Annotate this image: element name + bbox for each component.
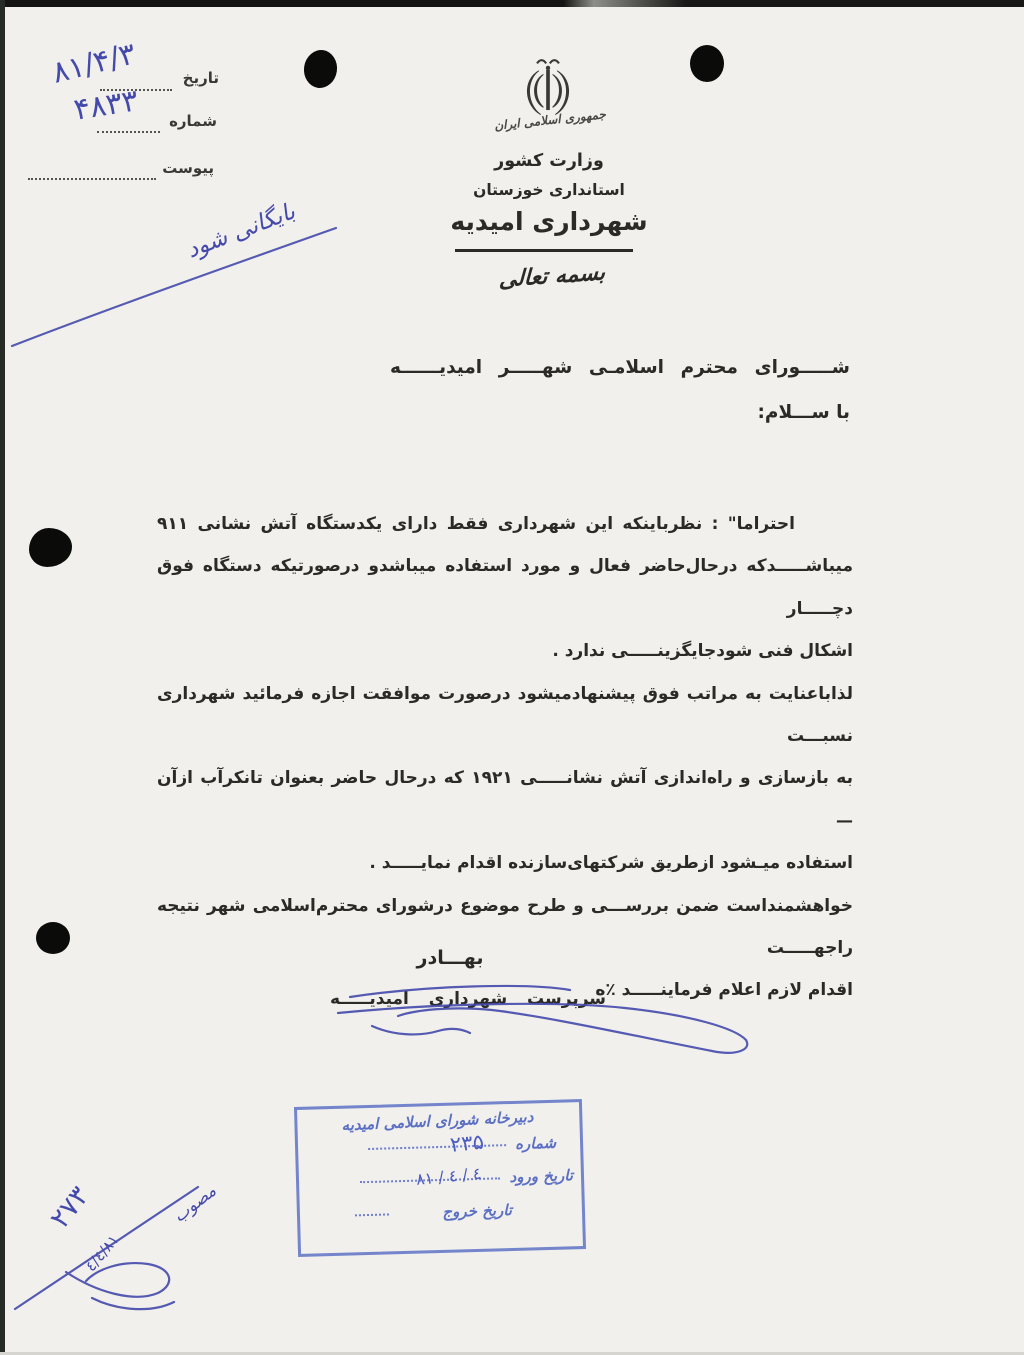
stamp-number-label: شماره	[514, 1133, 557, 1153]
recipient-line: شـــــورای محترم اسلامـی شهـــــر امیدیــــــه	[390, 357, 850, 378]
attachment-dotted-line	[28, 177, 156, 180]
council-secretariat-stamp	[294, 1099, 586, 1257]
stamp-title: دبیرخانه شورای اسلامی امیدیه	[341, 1107, 534, 1135]
municipality-underline	[455, 249, 633, 252]
municipality-name: شهرداری امیدیه	[450, 207, 648, 236]
attachment-field-label: پیوست	[162, 159, 214, 177]
number-field-label: شماره	[169, 112, 217, 130]
punch-hole	[690, 45, 724, 82]
approval-handwritten-note: مصوب	[169, 1181, 221, 1227]
body-line: استفاده میـشود ازطریق شرکتهای‌سازنده اقدام نمایـــــد .	[369, 853, 853, 874]
body-line: اقدام لازم اعلام فرماینـــــد ٪ه	[595, 980, 853, 1001]
routing-number-handwritten: ۲۷۳	[44, 1180, 96, 1235]
emblem-caption: جمهوری اسلامی ایران	[493, 107, 607, 133]
body-line: اشکال فنی شودجایگزینـــــی ندارد .	[552, 641, 853, 662]
signatory-title: سرپرست شهرداری امیدیـــــه	[330, 989, 606, 1009]
scan-edge-left	[0, 0, 5, 1355]
punch-hole	[302, 48, 340, 90]
governorate-name: استانداری خوزستان	[473, 181, 625, 199]
number-dotted-line	[97, 130, 160, 133]
body-line: احتراما" : نظرباینکه این شهرداری فقط دارای یکدستگاه آتش نشانی ۹۱۱	[157, 514, 795, 534]
stamp-entry-date-handwritten: ٤ / ٤ / ۸۱	[414, 1163, 482, 1189]
stamp-exit-date-label: تاریخ خروج	[442, 1201, 513, 1221]
stamp-exit-dotted-line	[355, 1212, 389, 1216]
body-line: لذاباعنایت به مراتب فوق پیشنهادمیشود درصورت موافقت اجازه فرمائید شهرداری نسبـــت	[157, 683, 853, 747]
body-line: خواهشمنداست ضمن بررســـی و طرح موضوع درشورای محترم‌اسلامی شهر نتیجه راجهـــــت	[157, 895, 853, 959]
stamp-number-dotted-line	[368, 1143, 506, 1150]
body-line: به بازسازی و راه‌اندازی آتش نشانـــــی ۱۹۲۱ که درحال حاضر بعنوان تانکرآب ازآن —	[157, 768, 853, 831]
number-handwritten-value: ۴۸۳۳	[71, 83, 141, 128]
scan-edge-top	[0, 0, 1024, 7]
greeting-line: با ســـلام:	[757, 402, 850, 423]
punch-hole	[29, 528, 72, 567]
approval-date-handwritten: ۸۱/٤/٤	[81, 1230, 123, 1276]
body-line: میباشـــــدکه درحال‌حاضر فعال و مورد استفاده میباشدو درصورتیکه دستگاه فوق دچـــــار	[157, 556, 853, 619]
archive-handwritten-note: بایگانی شود	[183, 198, 299, 264]
signatory-name: بهـــادر	[416, 947, 484, 969]
stamp-number-handwritten: ۲۳۵	[449, 1129, 486, 1157]
stamp-entry-date-label: تاریخ ورود	[509, 1166, 574, 1187]
date-handwritten-value: ۸۱/۴/۳	[48, 36, 140, 91]
bismillah-calligraphy: بسمه تعالی	[498, 260, 606, 293]
ministry-name: وزارت کشور	[494, 151, 604, 171]
date-field-label: تاریخ	[182, 69, 219, 87]
letter-body	[157, 503, 853, 1012]
punch-hole	[36, 922, 70, 954]
